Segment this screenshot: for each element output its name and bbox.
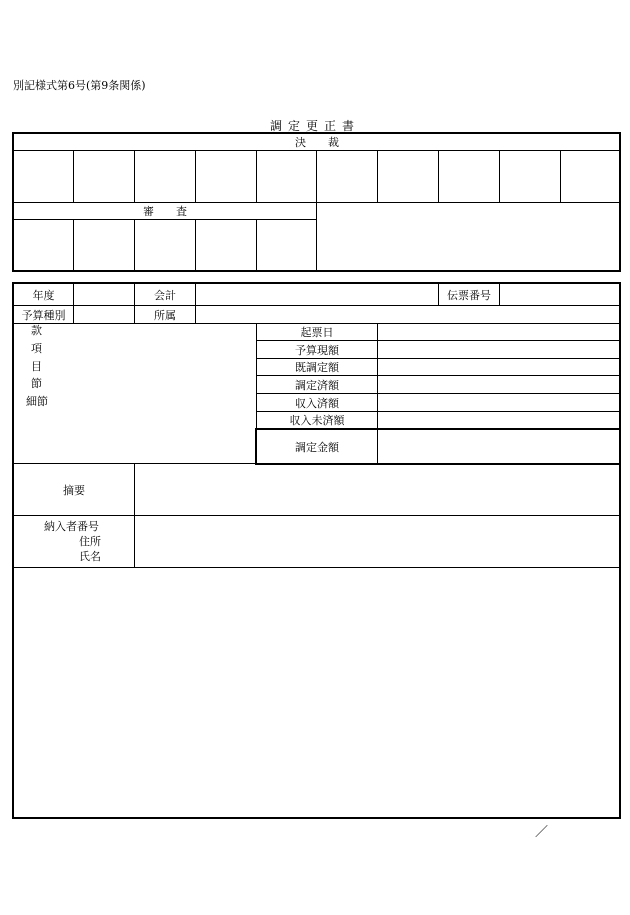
item-kou-label: 項	[31, 342, 42, 355]
review-label: 審 査	[143, 205, 187, 218]
issue-date-label: 起票日	[300, 325, 334, 339]
existing-assessed-label: 既調定額	[295, 360, 339, 374]
item-saisetsu-label: 細節	[26, 395, 48, 408]
summary-label: 摘要	[63, 483, 85, 497]
assessed-settled-label: 調定済額	[295, 378, 339, 392]
form-reference: 別記様式第6号(第9条関係)	[13, 79, 146, 92]
current-budget-label: 予算現額	[295, 343, 339, 357]
department-label: 所属	[154, 308, 176, 322]
fiscal-year-label: 年度	[32, 288, 55, 302]
payer-name-label: 氏名	[79, 550, 101, 563]
decision-label: 決 裁	[295, 136, 339, 149]
payer-address-label: 住所	[79, 535, 101, 548]
income-unsettled-label: 収入未済額	[289, 413, 345, 427]
footer-slash: ／	[535, 825, 549, 840]
item-kan-label: 款	[31, 324, 42, 337]
document-title: 調定更正書	[269, 119, 360, 133]
item-setsu-label: 節	[31, 377, 42, 390]
account-label: 会計	[154, 288, 176, 302]
budget-type-label: 予算種別	[21, 308, 66, 322]
payer-number-label: 納入者番号	[44, 520, 99, 533]
slip-number-label: 伝票番号	[447, 288, 491, 302]
income-settled-label: 収入済額	[295, 396, 339, 410]
item-moku-label: 目	[31, 360, 42, 373]
assessed-amount-label: 調定金額	[295, 440, 339, 454]
